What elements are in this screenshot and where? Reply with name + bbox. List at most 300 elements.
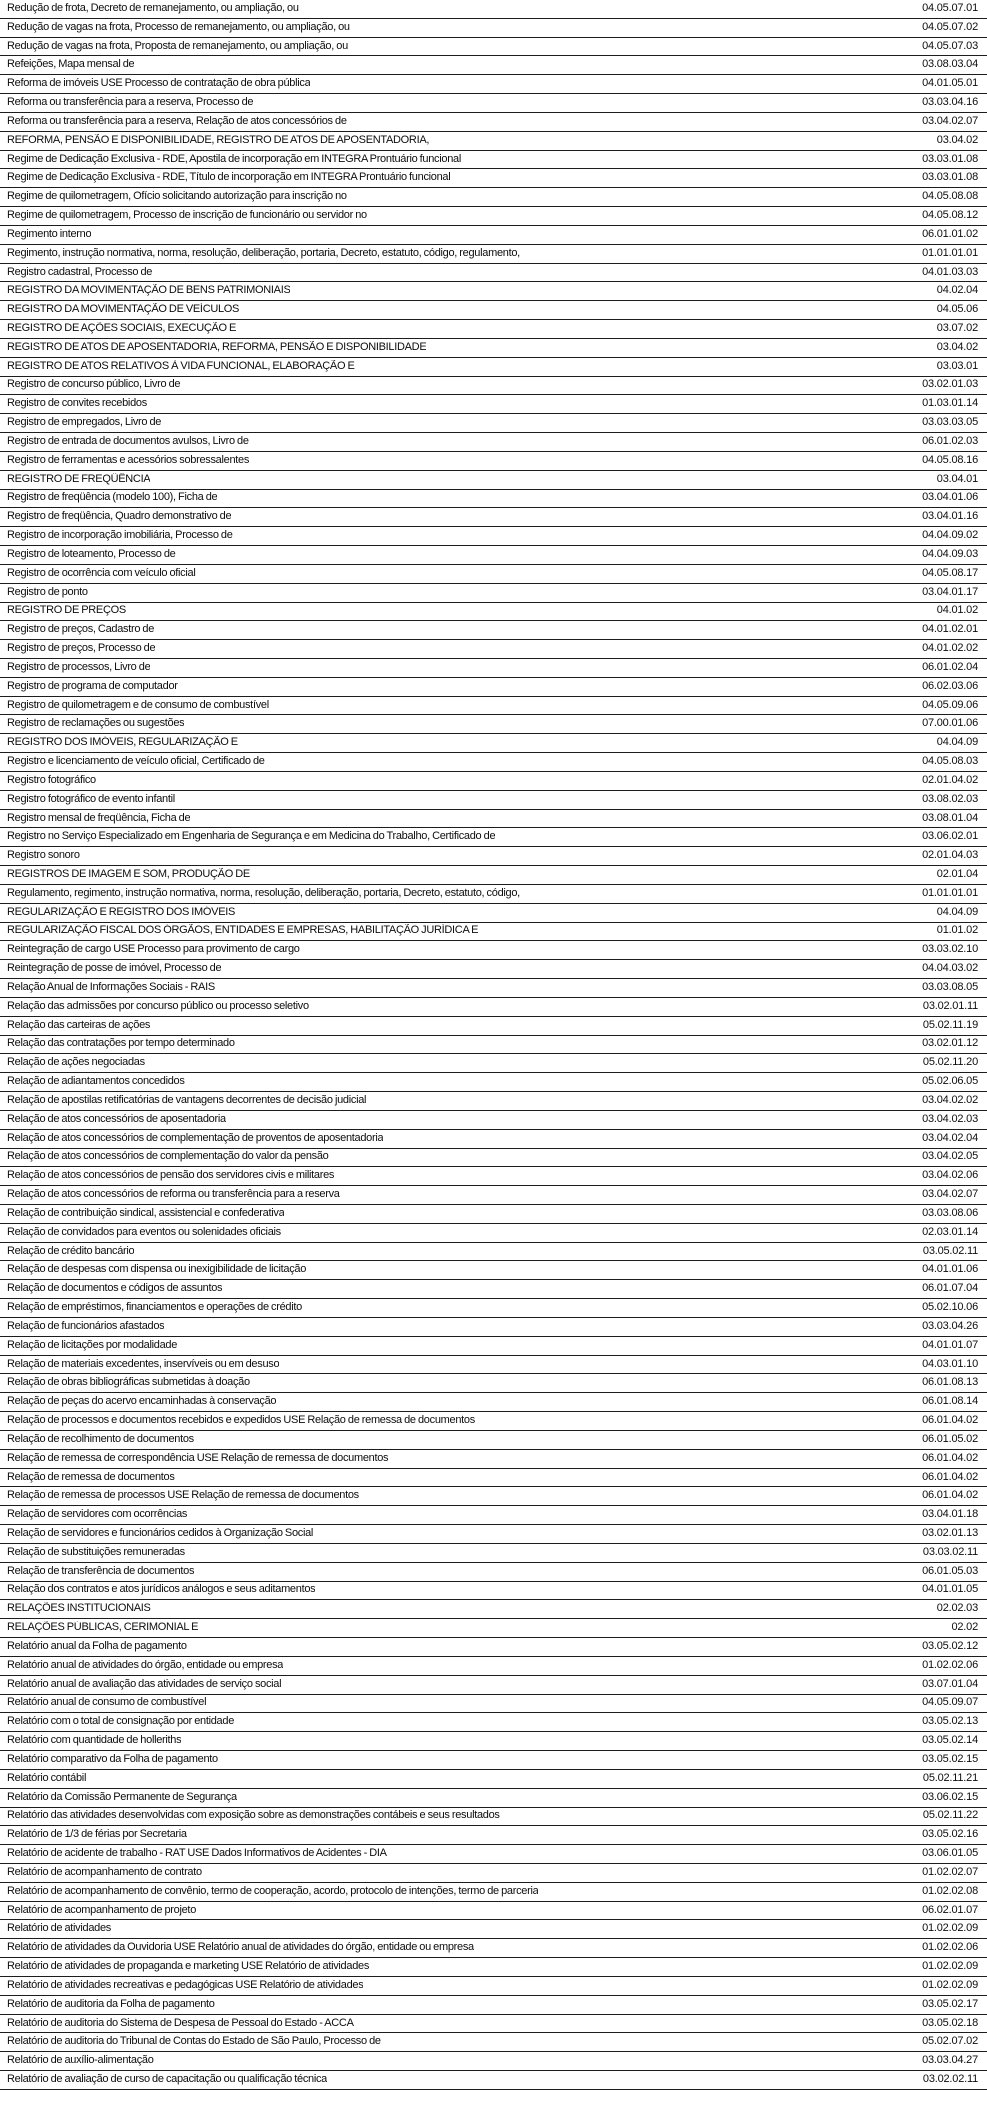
entry-code: 06.01.04.02	[922, 1451, 978, 1464]
table-row	[0, 1619, 987, 1638]
entry-text: Registro de processos, Livro de	[7, 660, 151, 673]
entry-text: Relação de atos concessórios de aposentadoria	[7, 1112, 226, 1125]
entry-text: Relação de atos concessórios de complementação de proventos de aposentadoria	[7, 1131, 384, 1144]
entry-code: 04.01.03.03	[922, 265, 978, 278]
entry-code: 03.07.02	[936, 321, 978, 334]
table-row	[0, 2071, 987, 2090]
entry-code: 04.01.01.06	[922, 1263, 978, 1276]
entry-code: 02.01.04	[936, 868, 978, 880]
entry-text: Relatório de acompanhamento de projeto	[7, 1903, 197, 1916]
table-row	[0, 452, 987, 471]
table-row	[0, 1431, 987, 1450]
entry-code: 04.05.08.17	[922, 566, 978, 579]
entry-text: Registro de reclamações ou sugestões	[7, 717, 185, 730]
entry-text: Refeições, Mapa mensal de	[7, 58, 135, 71]
table-row	[0, 621, 987, 640]
entry-text: Relação de recolhimento de documentos	[7, 1432, 194, 1445]
table-row	[0, 2015, 987, 2034]
table-row	[0, 132, 987, 151]
entry-text: Relação de servidores com ocorrências	[7, 1508, 188, 1521]
entry-code: 06.01.05.02	[922, 1432, 978, 1445]
entry-code: 04.04.09	[936, 736, 978, 749]
entry-text: Relação Anual de Informações Sociais - RAIS	[7, 980, 215, 993]
entry-text: Registro de ferramentas e acessórios sobressalentes	[7, 453, 250, 466]
entry-text: REGISTRO DE ATOS DE APOSENTADORIA, REFORMA, PENSÃO E DISPONIBILIDADE	[7, 340, 427, 353]
table-row	[0, 2033, 987, 2052]
entry-code: 03.04.02.07	[922, 114, 978, 127]
entry-code: 01.02.02.09	[922, 1922, 978, 1935]
table-row	[0, 1337, 987, 1356]
entry-code: 06.01.04.02	[922, 1489, 978, 1502]
table-row	[0, 1412, 987, 1431]
entry-text: Relação de atos concessórios de reforma ou transferência para a reserva	[7, 1188, 340, 1201]
entry-text: Regimento interno	[7, 227, 92, 240]
table-row	[0, 1902, 987, 1921]
entry-code: 03.07.01.04	[922, 1677, 978, 1690]
table-row	[0, 753, 987, 772]
entry-text: REGISTRO DE FREQÜÊNCIA	[7, 472, 151, 485]
entry-text: REGISTRO DE PREÇOS	[7, 604, 126, 617]
entry-code: 04.04.09.03	[922, 547, 978, 560]
entry-text: Relatório anual de consumo de combustível	[7, 1696, 207, 1709]
entry-code: 04.05.08.03	[922, 755, 978, 768]
table-row	[0, 56, 987, 75]
entry-text: Registro de programa de computador	[7, 679, 178, 692]
table-row	[0, 1695, 987, 1714]
entry-code: 04.05.07.03	[922, 39, 978, 52]
entry-code: 04.05.09.07	[922, 1696, 978, 1709]
entry-code: 06.01.04.02	[922, 1470, 978, 1483]
entry-text: REFORMA, PENSÃO E DISPONIBILIDADE, REGISTRO DE ATOS DE APOSENTADORIA,	[7, 133, 430, 146]
entry-code: 03.03.04.26	[922, 1319, 978, 1332]
entry-code: 03.05.02.15	[922, 1752, 978, 1765]
table-row	[0, 1582, 987, 1601]
entry-code: 05.02.07.02	[922, 2035, 978, 2048]
entry-code: 01.02.02.06	[922, 1941, 978, 1954]
entry-text: Relação de obras bibliográficas submetidas à doação	[7, 1376, 250, 1389]
entry-text: Redução de vagas na frota, Processo de remanejamento, ou ampliação, ou	[7, 20, 350, 33]
entry-code: 04.01.05.01	[922, 77, 978, 90]
table-row	[0, 1676, 987, 1695]
table-row	[0, 508, 987, 527]
entry-text: Relação das contratações por tempo determinado	[7, 1037, 235, 1050]
entry-code: 03.03.03.05	[922, 416, 978, 429]
entry-text: Relatório com quantidade de holleriths	[7, 1734, 182, 1747]
table-row	[0, 1054, 987, 1073]
entry-code: 03.05.02.14	[922, 1734, 978, 1747]
entry-code: 03.08.02.03	[922, 792, 978, 805]
entry-text: Relatório de avaliação de curso de capacitação ou qualificação técnica	[7, 2073, 327, 2085]
entry-text: REGULARIZAÇÃO E REGISTRO DOS IMÓVEIS	[7, 905, 236, 918]
table-row	[0, 282, 987, 301]
entry-code: 04.05.08.08	[922, 190, 978, 203]
entry-text: Relatório com o total de consignação por entidade	[7, 1715, 235, 1728]
entry-code: 04.04.09	[936, 905, 978, 918]
table-row	[0, 1073, 987, 1092]
table-row	[0, 395, 987, 414]
table-row	[0, 1958, 987, 1977]
entry-text: Registro cadastral, Processo de	[7, 265, 153, 278]
table-row	[0, 1977, 987, 1996]
table-row	[0, 414, 987, 433]
entry-text: Relação de documentos e códigos de assuntos	[7, 1282, 223, 1295]
entry-text: REGISTROS DE IMAGEM E SOM, PRODUÇÃO DE	[7, 868, 250, 880]
entry-text: Reintegração de posse de imóvel, Processo de	[7, 962, 222, 975]
entry-code: 03.08.01.04	[922, 811, 978, 824]
entry-text: Relação de crédito bancário	[7, 1244, 135, 1257]
entry-code: 04.01.02.01	[922, 623, 978, 636]
entry-code: 03.04.02.04	[922, 1131, 978, 1144]
entry-text: REGISTRO DE AÇÕES SOCIAIS, EXECUÇÃO E	[7, 321, 237, 334]
entry-code: 03.04.01	[936, 472, 978, 485]
entry-text: Relatório de acompanhamento de contrato	[7, 1865, 202, 1878]
table-row	[0, 226, 987, 245]
entry-code: 03.03.01.08	[922, 152, 978, 165]
entry-code: 03.04.01.16	[922, 510, 978, 523]
entry-text: Relação de contribuição sindical, assistencial e confederativa	[7, 1206, 285, 1219]
entry-code: 03.03.04.16	[922, 96, 978, 109]
table-row	[0, 1808, 987, 1827]
entry-text: REGISTRO DE ATOS RELATIVOS À VIDA FUNCIONAL, ELABORAÇÃO E	[7, 359, 355, 372]
entry-text: Relação de substituições remuneradas	[7, 1545, 185, 1558]
table-row	[0, 1261, 987, 1280]
table-row	[0, 979, 987, 998]
table-row	[0, 1770, 987, 1789]
entry-text: Registro mensal de freqüência, Ficha de	[7, 811, 191, 824]
table-row	[0, 584, 987, 603]
entry-code: 06.01.02.04	[922, 660, 978, 673]
entry-text: Registro de quilometragem e de consumo de combustível	[7, 698, 269, 711]
entry-text: Relação de convidados para eventos ou solenidades oficiais	[7, 1225, 281, 1238]
entry-code: 03.04.01.06	[922, 491, 978, 504]
table-row	[0, 1864, 987, 1883]
entry-text: Relatório da Comissão Permanente de Segurança	[7, 1790, 237, 1803]
entry-code: 01.01.02	[936, 924, 978, 937]
entry-text: Redução de vagas na frota, Proposta de remanejamento, ou ampliação, ou	[7, 39, 348, 52]
entry-text: Regime de quilometragem, Ofício solicitando autorização para inscrição no	[7, 190, 347, 203]
table-row	[0, 734, 987, 753]
entry-code: 03.02.02.11	[922, 2073, 978, 2085]
table-row	[0, 1996, 987, 2015]
entry-text: Relatório contábil	[7, 1771, 87, 1784]
entry-text: Relatório de atividades	[7, 1922, 112, 1935]
entry-text: Relatório de auditoria do Tribunal de Contas do Estado de São Paulo, Processo de	[7, 2035, 381, 2048]
entry-code: 05.02.10.06	[922, 1301, 978, 1314]
entry-code: 01.02.02.09	[922, 1960, 978, 1973]
entry-text: Relatório anual de avaliação das atividades de serviço social	[7, 1677, 282, 1690]
entry-code: 04.04.09.02	[922, 529, 978, 542]
entry-text: Relatório de atividades da Ouvidoria USE Relatório anual de atividades do órgão, entidade ou empresa	[7, 1941, 474, 1954]
entry-text: Reforma de imóveis USE Processo de contratação de obra pública	[7, 77, 311, 90]
entry-text: Regimento, instrução normativa, norma, resolução, deliberação, portaria, Decreto, estatuto, código, regulamento,	[7, 246, 520, 259]
entry-code: 03.02.01.03	[922, 378, 978, 391]
table-row	[0, 659, 987, 678]
table-row	[0, 810, 987, 829]
table-row	[0, 38, 987, 57]
table-row	[0, 1563, 987, 1582]
entry-code: 03.02.01.12	[922, 1037, 978, 1050]
entry-text: Redução de frota, Decreto de remanejamento, ou ampliação, ou	[7, 1, 299, 14]
table-row	[0, 1092, 987, 1111]
entry-text: Relatório das atividades desenvolvidas com exposição sobre as demonstrações contábeis e seus resultados	[7, 1809, 500, 1822]
entry-text: Relação de apostilas retificatórias de vantagens decorrentes de decisão judicial	[7, 1093, 367, 1106]
entry-code: 03.05.02.11	[922, 1244, 978, 1257]
entry-text: Relatório de auxílio-alimentação	[7, 2054, 154, 2067]
entry-code: 04.05.06	[936, 303, 978, 316]
entry-code: 03.06.02.15	[922, 1790, 978, 1803]
entry-code: 06.01.08.14	[922, 1395, 978, 1408]
entry-code: 03.06.01.05	[922, 1847, 978, 1860]
table-row	[0, 998, 987, 1017]
table-row	[0, 490, 987, 509]
entry-code: 02.02.03	[936, 1602, 978, 1615]
table-row	[0, 527, 987, 546]
table-row	[0, 1393, 987, 1412]
entry-code: 03.04.01.18	[922, 1508, 978, 1521]
table-row	[0, 2052, 987, 2071]
entry-code: 06.01.01.02	[922, 227, 978, 240]
entry-text: Registro de ocorrência com veículo oficial	[7, 566, 196, 579]
table-row	[0, 151, 987, 170]
table-row	[0, 1450, 987, 1469]
table-row	[0, 1826, 987, 1845]
table-row	[0, 1469, 987, 1488]
entry-code: 04.02.04	[936, 284, 978, 297]
entry-text: Relação de remessa de documentos	[7, 1470, 175, 1483]
entry-code: 01.01.01.01	[922, 246, 978, 259]
table-row	[0, 1167, 987, 1186]
entry-code: 06.02.01.07	[922, 1903, 978, 1916]
table-row	[0, 207, 987, 226]
table-row	[0, 19, 987, 38]
entry-code: 01.02.02.09	[922, 1978, 978, 1991]
entry-text: Relação de peças do acervo encaminhadas à conservação	[7, 1395, 277, 1408]
entry-text: Registro de freqüência, Quadro demonstrativo de	[7, 510, 232, 523]
entry-code: 01.02.02.07	[922, 1865, 978, 1878]
entry-code: 03.04.02.06	[922, 1169, 978, 1182]
table-row	[0, 1149, 987, 1168]
entry-code: 03.03.08.05	[922, 980, 978, 993]
entry-code: 02.02	[951, 1621, 978, 1634]
entry-text: REGULARIZAÇÃO FISCAL DOS ÓRGÃOS, ENTIDADES E EMPRESAS, HABILITAÇÃO JURÍDICA E	[7, 924, 479, 937]
table-row	[0, 169, 987, 188]
entry-code: 03.03.08.06	[922, 1206, 978, 1219]
table-row	[0, 828, 987, 847]
entry-code: 01.03.01.14	[922, 397, 978, 410]
entry-text: Registro fotográfico	[7, 773, 96, 786]
entry-text: Relação de adiantamentos concedidos	[7, 1075, 185, 1088]
table-row	[0, 697, 987, 716]
entry-text: Relação de atos concessórios de pensão dos servidores civis e militares	[7, 1169, 335, 1182]
entry-code: 03.05.02.17	[922, 1997, 978, 2010]
entry-code: 03.03.01.08	[922, 171, 978, 184]
entry-code: 02.01.04.02	[922, 773, 978, 786]
table-row	[0, 546, 987, 565]
entry-text: Relação de atos concessórios de complementação do valor da pensão	[7, 1150, 329, 1163]
entry-code: 03.03.04.27	[922, 2054, 978, 2067]
table-row	[0, 1732, 987, 1751]
entry-text: REGISTRO DOS IMÓVEIS, REGULARIZAÇÃO E	[7, 736, 238, 749]
entry-code: 03.03.01	[936, 359, 978, 372]
entry-code: 03.05.02.13	[922, 1715, 978, 1728]
entry-text: Regime de Dedicação Exclusiva - RDE, Título de incorporação em INTEGRA Prontuário funcional	[7, 171, 451, 184]
entry-text: REGISTRO DA MOVIMENTAÇÃO DE BENS PATRIMONIAIS	[7, 284, 291, 297]
entry-code: 03.02.01.13	[922, 1526, 978, 1539]
entry-code: 03.04.02	[936, 133, 978, 146]
table-row	[0, 113, 987, 132]
table-row	[0, 1318, 987, 1337]
entry-text: Registro de entrada de documentos avulsos, Livro de	[7, 434, 249, 447]
entry-code: 05.02.11.20	[922, 1056, 978, 1069]
table-row	[0, 715, 987, 734]
table-row	[0, 1845, 987, 1864]
entry-text: Relação de servidores e funcionários cedidos à Organização Social	[7, 1526, 314, 1539]
entry-text: Relatório anual de atividades do órgão, entidade ou empresa	[7, 1658, 284, 1671]
table-row	[0, 471, 987, 490]
table-row	[0, 358, 987, 377]
table-row	[0, 1487, 987, 1506]
table-row	[0, 1525, 987, 1544]
entry-text: Registro de incorporação imobiliária, Processo de	[7, 529, 233, 542]
entry-code: 06.01.02.03	[922, 434, 978, 447]
table-row	[0, 1544, 987, 1563]
entry-text: Registro de preços, Processo de	[7, 642, 156, 655]
table-row	[0, 1638, 987, 1657]
table-row	[0, 1280, 987, 1299]
entry-code: 04.01.02	[936, 604, 978, 617]
entry-code: 03.04.02.03	[922, 1112, 978, 1125]
entry-code: 03.03.02.10	[922, 943, 978, 956]
table-row	[0, 433, 987, 452]
entry-text: Relação de transferência de documentos	[7, 1564, 195, 1577]
table-row	[0, 603, 987, 622]
entry-code: 04.01.02.02	[922, 642, 978, 655]
entry-code: 05.02.11.19	[922, 1018, 978, 1031]
entry-code: 06.02.03.06	[922, 679, 978, 692]
entry-code: 04.05.09.06	[922, 698, 978, 711]
table-row	[0, 339, 987, 358]
entry-code: 04.04.03.02	[922, 962, 978, 975]
entry-code: 04.01.01.05	[922, 1583, 978, 1596]
table-row	[0, 1356, 987, 1375]
entry-code: 03.06.02.01	[922, 830, 978, 843]
table-row	[0, 791, 987, 810]
table-row	[0, 866, 987, 885]
entry-text: Relação de licitações por modalidade	[7, 1338, 178, 1351]
entry-text: RELAÇÕES INSTITUCIONAIS	[7, 1602, 151, 1615]
table-row	[0, 1751, 987, 1770]
entry-text: Reforma ou transferência para a reserva, Processo de	[7, 96, 254, 109]
table-row	[0, 1657, 987, 1676]
table-row	[0, 847, 987, 866]
entry-text: Registro de convites recebidos	[7, 397, 147, 410]
entry-text: Registro de ponto	[7, 585, 88, 598]
table-row	[0, 565, 987, 584]
entry-code: 04.05.07.02	[922, 20, 978, 33]
table-row	[0, 1205, 987, 1224]
entry-code: 03.04.02.07	[922, 1188, 978, 1201]
entry-text: Relação de empréstimos, financiamentos e operações de crédito	[7, 1301, 302, 1314]
table-row	[0, 678, 987, 697]
entry-text: Relação das admissões por concurso público ou processo seletivo	[7, 999, 309, 1012]
table-row	[0, 1243, 987, 1262]
entry-code: 03.05.02.18	[922, 2016, 978, 2029]
entry-code: 04.05.08.16	[922, 453, 978, 466]
entry-code: 01.02.02.08	[922, 1884, 978, 1897]
entry-text: Relação de remessa de correspondência USE Relação de remessa de documentos	[7, 1451, 389, 1464]
entry-code: 03.02.01.11	[922, 999, 978, 1012]
entry-text: RELAÇÕES PÚBLICAS, CERIMONIAL E	[7, 1621, 199, 1634]
entry-text: Relatório comparativo da Folha de pagamento	[7, 1752, 218, 1765]
entry-text: Relatório de acompanhamento de convênio, termo de cooperação, acordo, protocolo de intenções, termo de parceria	[7, 1884, 539, 1897]
entry-code: 04.01.01.07	[922, 1338, 978, 1351]
entry-code: 03.03.02.11	[922, 1545, 978, 1558]
entry-code: 06.01.04.02	[922, 1414, 978, 1427]
entry-text: Relatório de auditoria da Folha de pagamento	[7, 1997, 215, 2010]
entry-code: 06.01.08.13	[922, 1376, 978, 1389]
entry-text: Registro no Serviço Especializado em Engenharia de Segurança e em Medicina do Trabalho, Certificado de	[7, 830, 496, 843]
entry-code: 03.04.02	[936, 340, 978, 353]
table-row	[0, 1111, 987, 1130]
entry-text: Relatório de atividades recreativas e pedagógicas USE Relatório de atividades	[7, 1978, 364, 1991]
entry-text: Registro de empregados, Livro de	[7, 416, 162, 429]
entry-code: 01.01.01.01	[922, 886, 978, 899]
entry-text: Reintegração de cargo USE Processo para provimento de cargo	[7, 943, 300, 956]
entry-text: Relação dos contratos e atos jurídicos análogos e seus aditamentos	[7, 1583, 316, 1596]
table-row	[0, 885, 987, 904]
entry-text: Registro sonoro	[7, 849, 80, 862]
table-row	[0, 1713, 987, 1732]
table-row	[0, 94, 987, 113]
entry-text: Relação de remessa de processos USE Relação de remessa de documentos	[7, 1489, 359, 1502]
table-row	[0, 1130, 987, 1149]
table-row	[0, 640, 987, 659]
entry-code: 02.03.01.14	[922, 1225, 978, 1238]
entry-code: 03.05.02.16	[922, 1828, 978, 1841]
table-row	[0, 0, 987, 19]
table-row	[0, 772, 987, 791]
entry-text: Reforma ou transferência para a reserva, Relação de atos concessórios de	[7, 114, 347, 127]
entry-text: Relação de materiais excedentes, inservíveis ou em desuso	[7, 1357, 280, 1370]
entry-code: 05.02.11.22	[922, 1809, 978, 1822]
entry-code: 03.04.02.02	[922, 1093, 978, 1106]
table-row	[0, 1374, 987, 1393]
entry-code: 03.05.02.12	[922, 1639, 978, 1652]
entry-code: 06.01.07.04	[922, 1282, 978, 1295]
table-row	[0, 941, 987, 960]
table-row	[0, 1920, 987, 1939]
table-row	[0, 188, 987, 207]
entry-text: Relação de processos e documentos recebidos e expedidos USE Relação de remessa de documentos	[7, 1414, 475, 1427]
entry-text: Registro de concurso público, Livro de	[7, 378, 181, 391]
entry-code: 03.04.02.05	[922, 1150, 978, 1163]
entry-code: 03.04.01.17	[922, 585, 978, 598]
entry-code: 06.01.05.03	[922, 1564, 978, 1577]
table-row	[0, 75, 987, 94]
table-row	[0, 1017, 987, 1036]
entry-code: 04.03.01.10	[922, 1357, 978, 1370]
table-row	[0, 245, 987, 264]
table-row	[0, 1224, 987, 1243]
table-row	[0, 923, 987, 942]
entry-text: Relatório de atividades de propaganda e marketing USE Relatório de atividades	[7, 1960, 370, 1973]
table-row	[0, 1299, 987, 1318]
entry-text: Relação das carteiras de ações	[7, 1018, 151, 1031]
entry-text: Regulamento, regimento, instrução normativa, norma, resolução, deliberação, portaria, Decreto, estatuto, código,	[7, 886, 520, 899]
table-row	[0, 1789, 987, 1808]
entry-text: Relatório de 1/3 de férias por Secretaria	[7, 1828, 187, 1841]
entry-text: Relatório anual da Folha de pagamento	[7, 1639, 187, 1652]
